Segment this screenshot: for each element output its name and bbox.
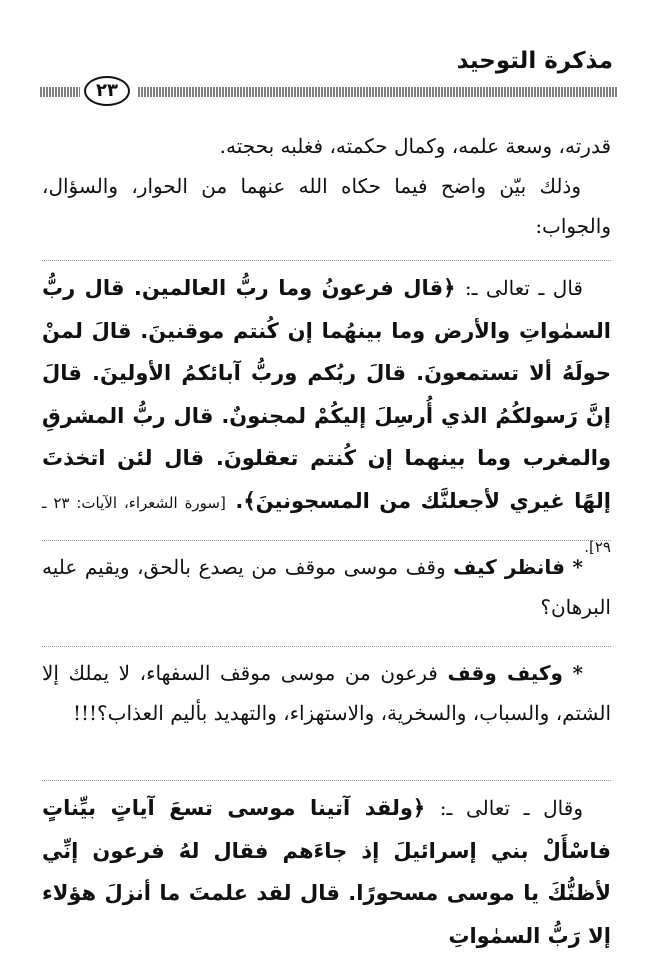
paragraph-text: وقف موسى موقف من يصدع بالحق، ويقيم عليه البرهان؟	[42, 555, 611, 619]
paragraph-5	[42, 646, 611, 733]
bullet-star: *	[572, 661, 584, 685]
quran-quote-1: قال ـ تعالى ـ: ﴿قال فرعونُ وما ربُّ العالمين. قال ربُّ السمٰواتِ والأرض وما بينهُما إن كُنتم موقنينَ. قالَ لمنْ حولَهُ ألا تستمعونَ. قالَ ربُكم وربُّ آبائكمُ الأولينَ. قالَ إنَّ رَسولكُمُ الذي أُرسِلَ إليكُمْ لمجنونٌ. قال ربُّ المشرقِ والمغرب وما بينهما إن كُنتم تعقلونَ. قال لئن اتخذتَ إلهًا غيري لأجعلنَّك من المسجونينَ﴾. [سورة الشعراء، الآيات: ٢٣ ـ ٢٩].	[42, 260, 611, 569]
header-rule-left	[40, 87, 80, 97]
quran-quote-2	[42, 780, 611, 957]
surah-reference: [سورة الشعراء، الآيات: ٢٣ ـ ٢٩].	[42, 493, 611, 556]
quote-intro: قال ـ تعالى ـ:	[464, 276, 583, 300]
quran-verse: ﴿قال فرعونُ وما ربُّ العالمين. قال ربُّ السمٰواتِ والأرض وما بينهُما إن كُنتم موقنينَ. قالَ لمنْ حولَهُ ألا تستمعونَ. قالَ ربُكم وربُّ آبائكمُ الأولينَ. قالَ إنَّ رَسولكُمُ الذي أُرسِلَ إليكُمْ لمجنونٌ. قال ربُّ المشرقِ والمغرب وما بينهما إن كُنتم تعقلونَ. قال لئن اتخذتَ إلهًا غيري لأجعلنَّك من المسجونينَ﴾	[42, 276, 611, 513]
paragraph-2: وذلك بيّن واضح فيما حكاه الله عنهما من الحوار، والسؤال، والجواب:	[42, 174, 611, 238]
paragraph-lead: فانظر كيف	[453, 555, 565, 579]
paragraph-lead: وكيف وقف	[447, 661, 563, 685]
quote-intro: وقال ـ تعالى ـ:	[439, 796, 583, 820]
header-rule-right	[138, 87, 617, 97]
paragraph-1: قدرته، وسعة علمه، وكمال حكمته، فغلبه بحجته.	[219, 134, 611, 158]
paragraph-4	[42, 540, 611, 627]
running-header-title: مذكرة التوحيد	[456, 48, 613, 74]
bullet-star: *	[572, 555, 583, 579]
paragraph-text: فرعون من موسى موقف السفهاء، لا يملك إلا الشتم، والسباب، والسخرية، والاستهزاء، والتهديد بأليم العذاب؟!!!	[42, 661, 611, 725]
page-number: ٢٣	[84, 76, 130, 106]
quran-verse: ﴿ولقد آتينا موسى تسعَ آياتٍ بيِّناتٍ فاسْأَلْ بني إسرائيلَ إذ جاءَهم فقال لهُ فرعون إنِّي لأظنُّكَ يا موسى مسحورًا. قال لقد علمتَ ما أنزلَ هؤلاء إلا رَبُّ السمٰواتِ	[42, 796, 611, 948]
